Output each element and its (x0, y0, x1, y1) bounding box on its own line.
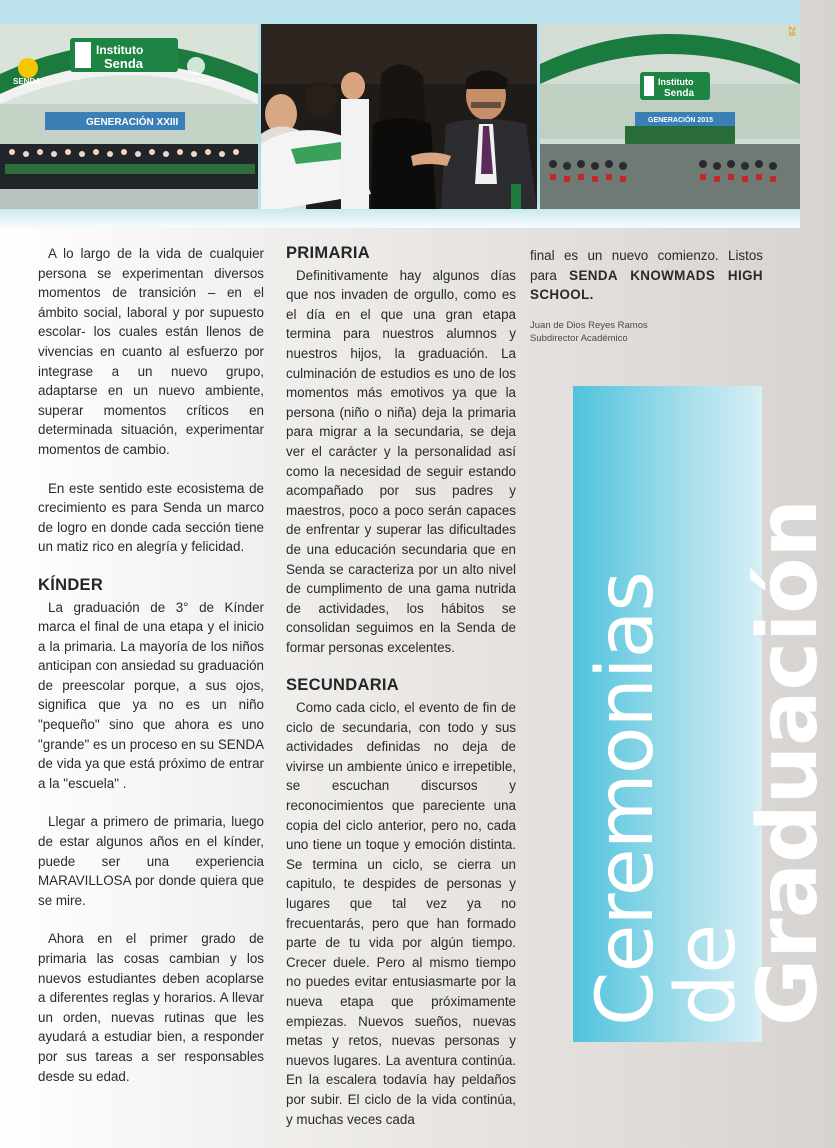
photo1-banner-line2: Senda (104, 56, 144, 71)
primaria-heading: PRIMARIA (286, 244, 370, 262)
title-band (573, 386, 836, 1042)
title-line-1: Ceremonias (581, 571, 671, 1026)
photo1-small-logo: SENDA (13, 77, 42, 86)
intro-paragraph: A lo largo de la vida de cualquier persona se experimentan diversos momentos de transición – en el ámbito social, laboral y por supuesto escolar- los cuales están llenos de vivencias en cuanto al esfuerzo por integrase a un nuevo grupo, adaptarse en un nuevo ambiente, superar momentos críticos en determinada situación, experimentar momentos de cambio. (38, 246, 264, 457)
primaria-paragraph: Definitivamente hay algunos días que nos invaden de orgullo, como es el día en el que una gran etapa termina para nuestros alumnos y nuestros hijos, la graduación. La culminación de estudios es uno de los momentos más emotivos ya que la persona (niño o niña) deja la primaria para migrar a la secundaria, se deja ver el carácter y la personalidad así como la necesidad de seguir estando acompañado por sus padres y maestros, poco a poco serán capaces de enfrentar y superar las dificultades de una educación secundaria que en Senda se caracteriza por un alto nivel de cumplimento de una gama nutrida de actividades, los hábitos se consolidan seguimos en la Senda de formar personas excelentes. (286, 267, 516, 655)
text-column-1 (38, 244, 264, 1105)
signature-role: Subdirector Académico (530, 332, 628, 344)
secundaria-heading: SECUNDARIA (286, 676, 400, 695)
photo1-badge: Think Senda (184, 78, 213, 84)
secundaria-paragraph: Como cada ciclo, el evento de fin de ciclo de secundaria, con todo y sus actividades definidas no deja de vivirse un ambiente único e irrepetible, se escuchan discursos y reconocimientos que pareciente una copia del ciclo anterior, pero no, cada uno tiene un toque y emoción distinta. Se termina un ciclo, se cierra un capitulo, te despides de personas y lugares que tal vez ya no frecuentarás, pero que han formado parte de tu vida por algún tiempo. Crecer duele. Pero al mismo tiempo no puedes evitar entusiasmarte por la nueva etapa que próximamente empiezas. Nuevos sueños, nuevas metas y retos, nuevas personas y nuevos lugares. La aventura continúa. En la escalera todavía hay peldaños por subir. El ciclo de la vida continúa, y muchas veces cada (286, 700, 516, 1127)
photo-graduation-group (0, 24, 258, 209)
text-column-2 (286, 244, 516, 1148)
primer-grado-paragraph: Ahora en el primer grado de primaria las cosas cambian y los nuevos estudiantes deben acoplarse a diferentes reglas y horarios. A llevar un orden, nuevas rutinas que les ayudará a estudiar bien, a responder por sus tareas a ser responsables desde su edad. (38, 931, 264, 1084)
closing-text: final es un nuevo comienzo. Listos para (530, 248, 763, 283)
page-number: 29 (787, 26, 797, 37)
kinder-paragraph: La graduación de 3° de Kínder marca el final de una etapa y el inicio a la primaria. La mayoría de los niños anticipan con ansiedad su graduación de preescolar porque, a sus ojos, significa que ya no es un niño "pequeño" sino que ahora es uno "grande" es un proceso en su SENDA de vida ya que está próximo de entrar a la "escuela" . (38, 599, 264, 791)
photo3-banner-line1: Instituto (658, 77, 694, 87)
text-column-3 (530, 246, 763, 345)
closing-paragraph (530, 246, 763, 305)
photo-diploma-handshake (261, 24, 537, 209)
photo1-banner-line1: Instituto (96, 43, 144, 57)
signature-name: Juan de Dios Reyes Ramos (530, 319, 648, 331)
title-line-2-bold: Graduación (741, 499, 836, 1026)
title-line-2 (659, 386, 836, 1026)
photo1-sign: GENERACIÓN XXIII (86, 117, 179, 128)
photo3-sign: GENERACIÓN 2015 (648, 117, 713, 124)
closing-highlight: SENDA KNOWMADS HIGH SCHOOL. (530, 267, 763, 303)
primero-paragraph: Llegar a primero de primaria, luego de estar algunos años en el kínder, puede ser una experiencia MARAVILLOSA por donde quiera que se mire. (38, 814, 264, 908)
signature (530, 319, 763, 345)
title-line-2-light: de (659, 923, 754, 1026)
kinder-heading: KÍNDER (38, 575, 104, 594)
photo-ceremony-venue (540, 24, 800, 209)
photo3-banner-line2: Senda (664, 88, 695, 99)
ecosystem-paragraph: En este sentido este ecosistema de crecimiento es para Senda un marco de logro en donde cada sección tiene un matiz rico en alegría y felicidad. (38, 480, 264, 555)
